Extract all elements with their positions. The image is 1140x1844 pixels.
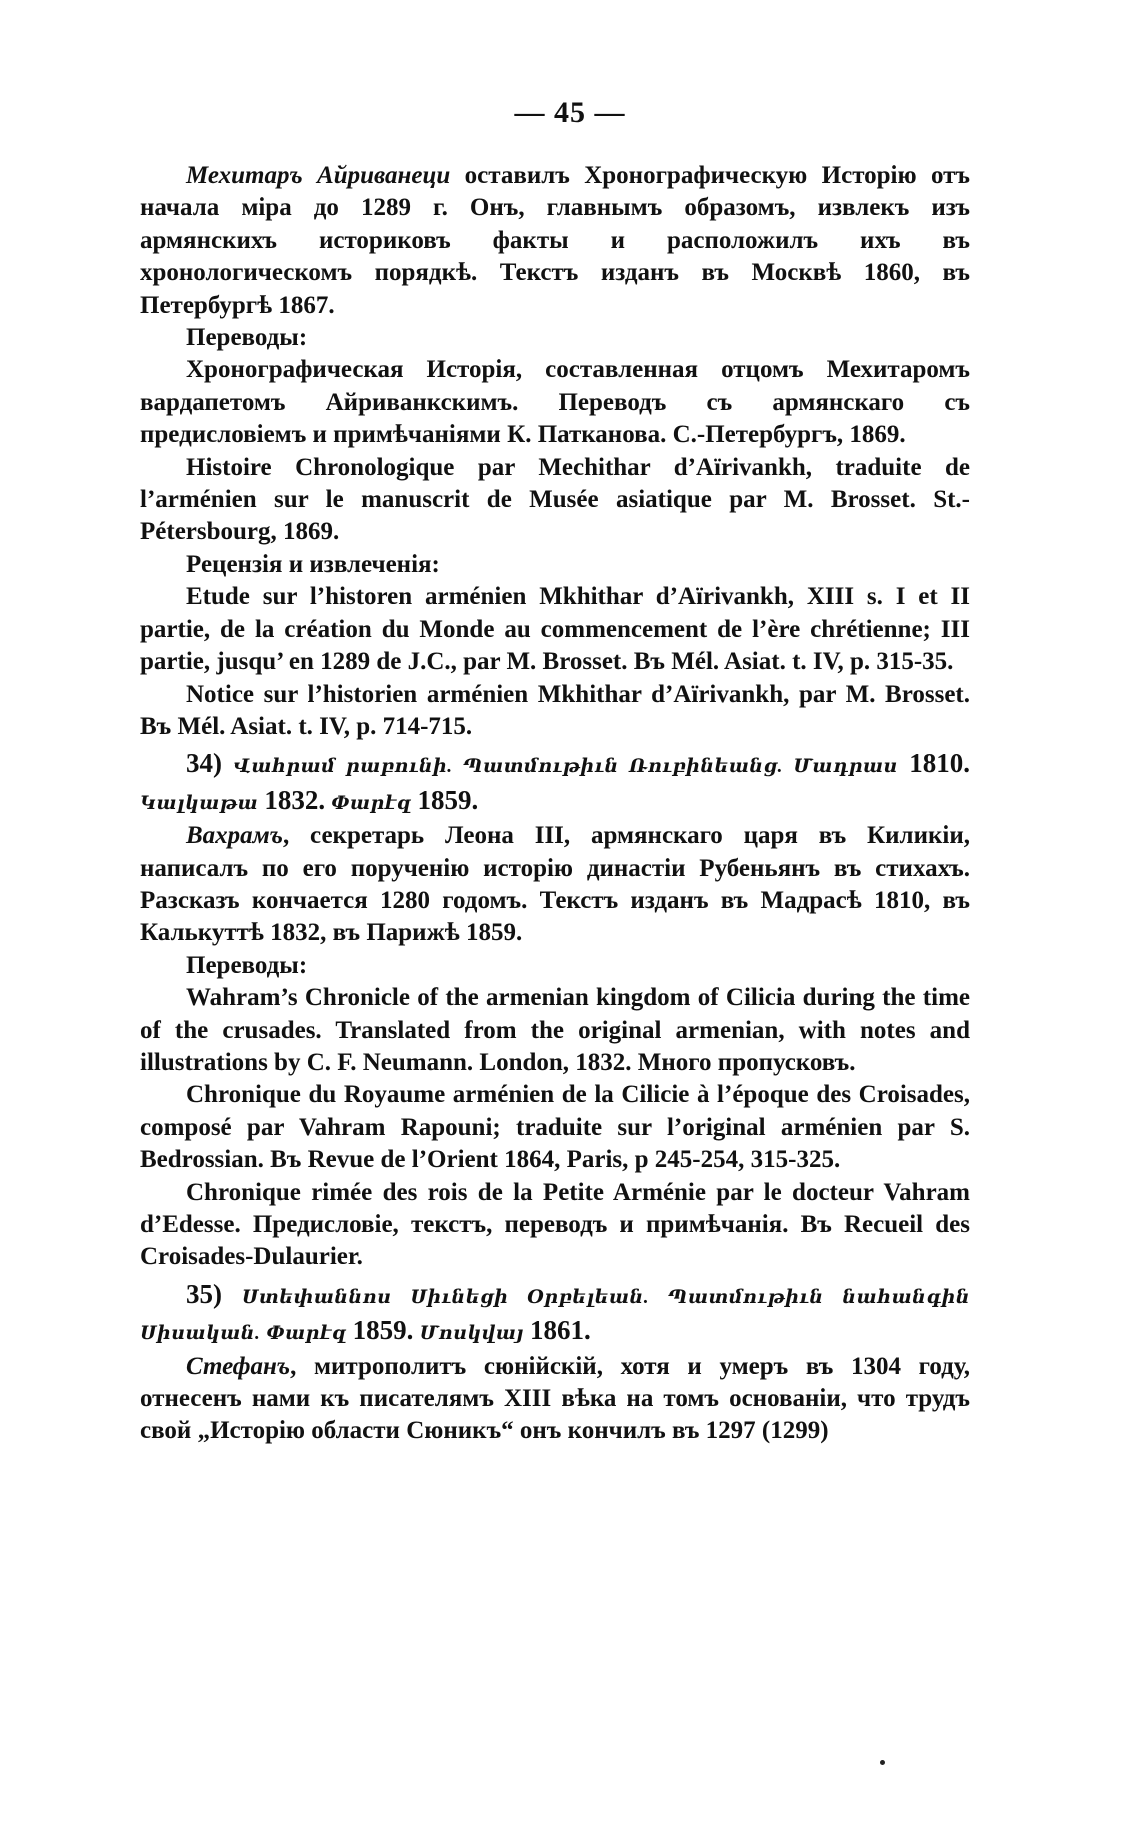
entry-34-year-2: 1832. <box>264 784 326 815</box>
entry-34-paragraph <box>140 820 970 950</box>
entry-34-author: Вахрамъ <box>186 822 283 850</box>
entry-33-translation-2: Histoire Chronologique par Mechithar d’Aïrivankh, traduite de l’arménien sur le manuscrit de Musée asiatique par M. Brosset. St.-Pétersbourg, 1869. <box>140 453 970 546</box>
entry-34-translation-3: Chronique rimée des rois de la Petite Arménie par le docteur Vahram d’Edesse. Предисловіе, текстъ, переводъ и примѣчанія. Въ Recueil des Croisades-Dulaurier. <box>140 1178 970 1271</box>
entry-34-number: 34) <box>186 748 222 779</box>
ink-speck <box>880 1760 885 1765</box>
entry-34-heading <box>140 747 970 820</box>
entry-35-year-2: 1861. <box>530 1315 591 1346</box>
entry-34-translation-2: Chronique du Royaume arménien de la Cilicie à l’époque des Croisades, composé par Vahram Rapouni; traduite sur l’original arménien par S. Bedrossian. Въ Revue de l’Orient 1864, Paris, p 245-254, 315-325. <box>140 1081 970 1174</box>
entry-35-heading <box>140 1278 970 1351</box>
entry-34-translations-heading: Переводы: <box>186 951 308 979</box>
entry-33-author: Мехитаръ Айриванеци <box>186 162 451 189</box>
entry-33-body: оставилъ Хронографическую Исторію отъ начала міра до 1289 г. Онъ, главнымъ образомъ, извлекъ изъ армянскихъ историковъ факты и расположилъ ихъ въ хронологическомъ порядкѣ. Текстъ изданъ въ Москвѣ 1860, въ Петербургѣ 1867. <box>140 162 970 319</box>
entry-34-year-1: 1810. <box>909 748 970 779</box>
entry-33-translation-1: Хронографическая Исторія, составленная отцомъ Мехитаромъ вардапетомъ Айриванкскимъ. Переводъ съ армянскаго съ предисловіемъ и примѣчаніями К. Патканова. С.-Петербургъ, 1869. <box>140 356 970 449</box>
entry-33-translations-heading: Переводы: <box>186 324 308 352</box>
entry-35-author: Стефанъ <box>186 1352 291 1380</box>
entry-33-paragraph <box>140 160 970 322</box>
entry-34-armenian-title: Վահրամ րաբունի. Պատմութիւն Ռուբինեանց. Մադրաս <box>233 756 898 778</box>
entry-35-number: 35) <box>186 1278 222 1309</box>
entry-35-body: , митрополитъ сюнійскій, хотя и умеръ въ 1304 году, отнесенъ нами къ писателямъ XIII вѣка на томъ основаніи, что трудъ свой „Исторію области Сюникъ“ онъ кончилъ въ 1297 (1299) <box>140 1352 970 1445</box>
entry-33-review-1: Etude sur l’historen arménien Mkhithar d’Aïrivankh, XIII s. I et II partie, de la création du Monde au commencement de l’ère chrétienne; III partie, jusqu’ en 1289 de J.C., par M. Brosset. Въ Mél. Asiat. t. IV, p. 315-35. <box>140 583 970 676</box>
entry-35-place-1: Փարէզ <box>266 1323 347 1345</box>
page-body <box>140 160 970 1448</box>
entry-34-place-2: Կալկաթա <box>140 792 259 814</box>
entry-35-armenian-title: Ստեփաննոս Սիւնեցի Օրբելեան. Պատմութիւն նահանգին Սիսական. <box>140 1286 970 1345</box>
entry-33-reviews-heading: Рецензія и извлеченія: <box>186 550 440 578</box>
entry-35-paragraph <box>140 1351 970 1448</box>
entry-34-place-3: Փարէզ <box>331 792 412 814</box>
entry-35-place-2: Մոսկվայ <box>419 1323 524 1345</box>
page-number: — 45 — <box>514 96 626 129</box>
entry-35-year-1: 1859. <box>352 1315 414 1346</box>
entry-34-body: , секретарь Леона III, армянскаго царя въ Киликіи, написалъ по его порученію исторію династіи Рубеньянъ въ стихахъ. Разсказъ кончается 1280 годомъ. Текстъ изданъ въ Мадрасѣ 1810, въ Калькуттѣ 1832, въ Парижѣ 1859. <box>140 822 970 947</box>
entry-34-translation-1: Wahram’s Chronicle of the armenian kingdom of Cilicia during the time of the crusades. Translated from the original armenian, with notes and illustrations by C. F. Neumann. London, 1832. Много пропусковъ. <box>140 984 970 1076</box>
entry-34-year-3: 1859. <box>417 784 479 815</box>
entry-33-review-2: Notice sur l’historien arménien Mkhithar d’Aïrivankh, par M. Brosset. Въ Mél. Asiat. t. IV, p. 714-715. <box>140 680 970 740</box>
